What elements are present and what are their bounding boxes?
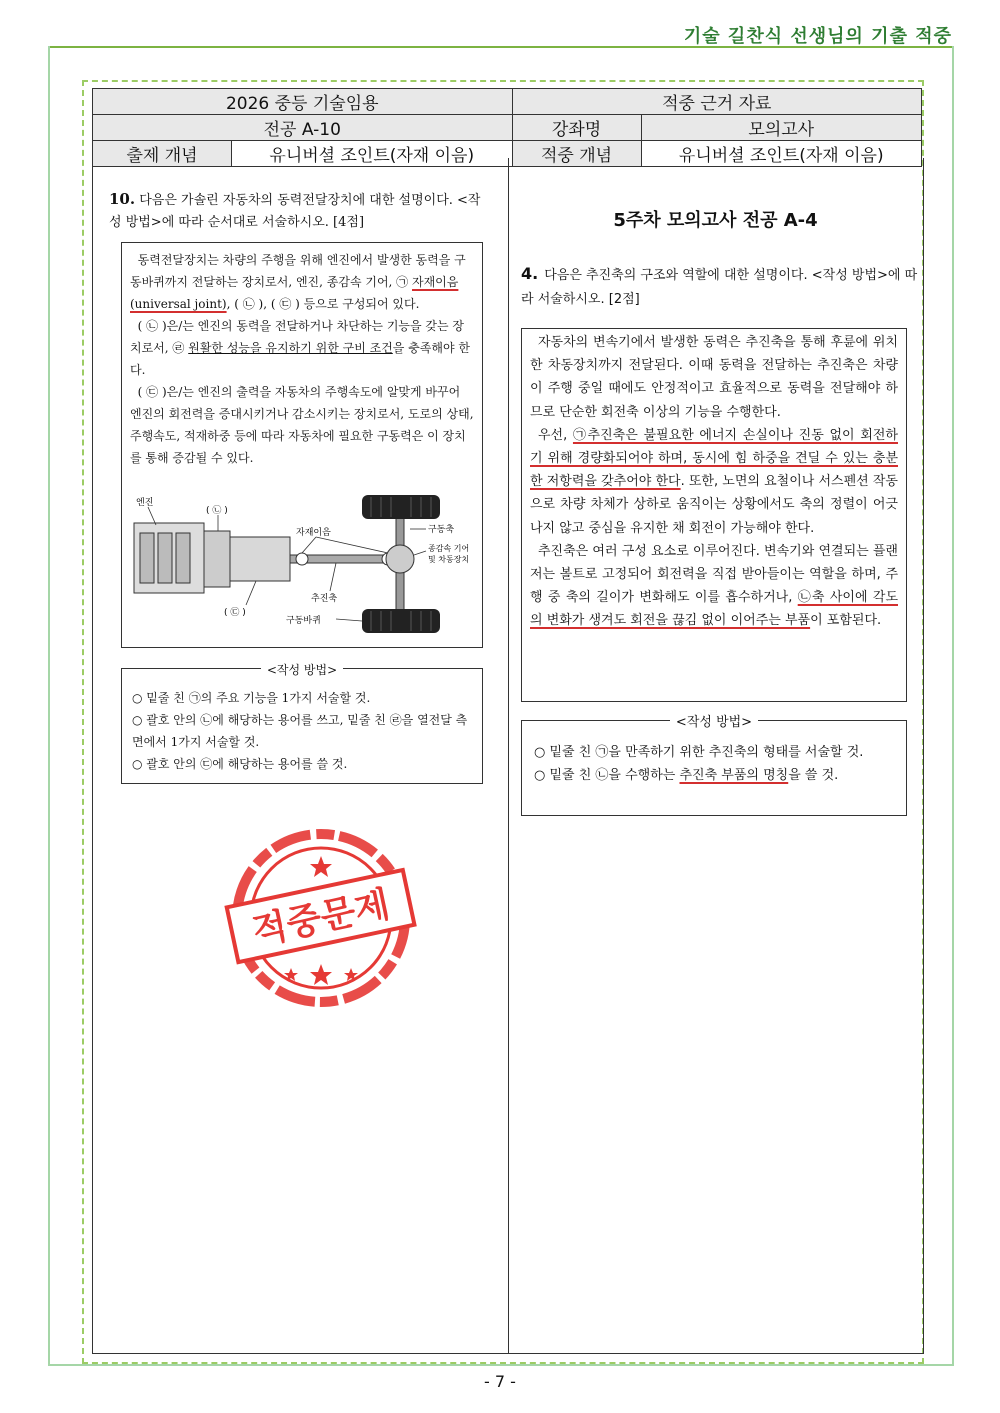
q4-method-underline: 추진축 부품의 명칭: [679, 768, 789, 783]
q10-method-box: [121, 663, 483, 784]
transmission-block: [230, 537, 290, 581]
clutch-block: [204, 531, 230, 587]
page-number: - 7 -: [484, 1372, 516, 1391]
left-title: 2026 중등 기술임용: [93, 89, 513, 115]
q4-p2: 우선, ㉠추진축은 불필요한 에너지 손실이나 진동 없이 회전하기 위해 경량화되어야 하며, 동시에 힘 하중을 견딜 수 있는 충분한 저항력을 갖추어야 한다. 또한, 노면의 요철이나 서스펜션 작동으로 차량 차체가 상하로 움직이는 상황에서도 축의 정렬이 어긋나지 않고 중심을 유지한 채 회전이 가능해야 한다.: [530, 427, 898, 536]
q10-method-2: ○ 괄호 안의 ㉡에 해당하는 용어를 쓰고, 밑줄 친 ㉣을 열전달 측면에서 1가지 서술할 것.: [132, 713, 468, 749]
q10-prompt: [109, 188, 489, 234]
q10-method-title: <작성 방법>: [261, 663, 343, 677]
wheel-top: [362, 495, 440, 519]
label-c3: ( ㉢ ): [224, 608, 246, 618]
lecture-label: 강좌명: [512, 115, 641, 141]
q10-method-1: ○ 밑줄 친 ㉠의 주요 기능을 1가지 서술할 것.: [132, 691, 371, 705]
q4-method-2: ○ 밑줄 친 ㉡을 수행하는 추진축 부품의 명칭을 쓸 것.: [534, 768, 839, 783]
q10-passage-box: [121, 242, 483, 648]
q4-method-box: [521, 715, 907, 816]
q10-p1: 동력전달장치는 차량의 주행을 위해 엔진에서 발생한 동력을 구동바퀴까지 전달하는 장치로서, 엔진, 종감속 기어, ㉠ 자재이음 (universal joint), ( ㉡ ), ( ㉢ ) 등으로 구성되어 있다.: [130, 253, 466, 311]
label-ujoint: 자재이음: [296, 528, 331, 538]
concept-label: 출제 개념: [93, 141, 232, 167]
label-shaft: 추진축: [311, 594, 338, 604]
hit-stamp: [221, 818, 421, 1018]
q10-p3: ( ㉢ )은/는 엔진의 출력을 자동차의 주행속도에 알맞게 바꾸어 엔진의 회전력을 증대시키거나 감소시키는 장치로서, 도로의 상태, 주행속도, 적재하중 등에 따라 자동차에 필요한 구동력은 이 장치를 통해 증감될 수 있다.: [130, 385, 474, 465]
q4-number: 4.: [521, 264, 539, 283]
concept-value: 유니버셜 조인트(자재 이음): [232, 141, 513, 167]
q4-p3: 추진축은 여러 구성 요소로 이루어진다. 변속기와 연결되는 플랜저는 볼트로 고정되어 회전력을 직접 받아들이는 역할을 하며, 주행 중 축의 길이가 변화해도 이를 흡수하거나, ㉡축 사이에 각도의 변화가 생겨도 회전을 끊김 없이 이어주는 부품이 포함된다.: [530, 543, 898, 629]
label-final1: 종감속 기어: [428, 544, 470, 553]
drivetrain-diagram: [126, 493, 476, 643]
q4-underline-a: ㉠추진축은 불필요한 에너지 손실이나 진동 없이 회전하기 위해 경량화되어야 하며, 동시에 힘 하중을 견딜 수 있는 충분한 저항력을 갖추어야 한다: [530, 427, 898, 490]
column-divider: [508, 158, 509, 1353]
right-title: 적중 근거 자료: [512, 89, 922, 115]
label-engine: 엔진: [136, 498, 154, 508]
hit-label: 적중 개념: [512, 141, 641, 167]
label-wheel: 구동바퀴: [286, 616, 321, 626]
q4-method-title: <작성 방법>: [670, 715, 758, 730]
q4-method-1: ○ 밑줄 친 ㉠을 만족하기 위한 추진축의 형태를 서술할 것.: [534, 745, 864, 760]
q4-prompt-text: 다음은 추진축의 구조와 역할에 대한 설명이다. <작성 방법>에 따라 서술하시오. [2점]: [521, 268, 918, 307]
stamp-text: 적중문제: [248, 883, 394, 954]
q4-p1: 자동차의 변속기에서 발생한 동력은 추진축을 통해 후륜에 위치한 차동장치까지 전달된다. 이때 동력을 전달하는 추진축은 차량이 주행 중일 때에도 안정적이고 효율적으로 동력을 전달해야 하므로 단순한 회전축 이상의 기능을 수행한다.: [530, 335, 898, 420]
q10-method-3: ○ 괄호 안의 ㉢에 해당하는 용어를 쓸 것.: [132, 757, 348, 771]
hit-value: 유니버셜 조인트(자재 이음): [641, 141, 922, 167]
label-c2: ( ㉡ ): [206, 506, 228, 516]
q10-p2: ( ㉡ )은/는 엔진의 동력을 전달하거나 차단하는 기능을 갖는 장치로서, ㉣ 원활한 성능을 유지하기 위한 구비 조건을 충족해야 한다.: [130, 319, 470, 377]
condition-underline: 원활한 성능을 유지하기 위한 구비 조건: [188, 341, 393, 355]
wheel-bottom: [362, 609, 440, 633]
q4-prompt: [521, 262, 921, 312]
info-table: [92, 88, 922, 167]
label-axle: 구동축: [428, 525, 455, 535]
content-area: [92, 158, 924, 1354]
label-final2: 및 차동장치: [428, 555, 470, 564]
header-title: 기술 길찬식 선생님의 기출 적중: [683, 26, 952, 47]
lecture-value: 모의고사: [641, 115, 922, 141]
q4-underline-b: ㉡축 사이에 각도의 변화가 생겨도 회전을 끊김 없이 이어주는 부품: [530, 590, 898, 629]
ujoint-underline: 자재이음 (universal joint): [130, 275, 459, 311]
q10-prompt-text: 다음은 가솔린 자동차의 동력전달장치에 대한 설명이다. <작성 방법>에 따라 순서대로 서술하시오. [4점]: [109, 193, 481, 230]
q4-passage-box: [521, 328, 907, 702]
differential: [386, 545, 414, 573]
q10-number: 10.: [109, 190, 136, 208]
right-section-title: 5주차 모의고사 전공 A-4: [613, 210, 818, 231]
exam-label: 전공 A-10: [93, 115, 513, 141]
